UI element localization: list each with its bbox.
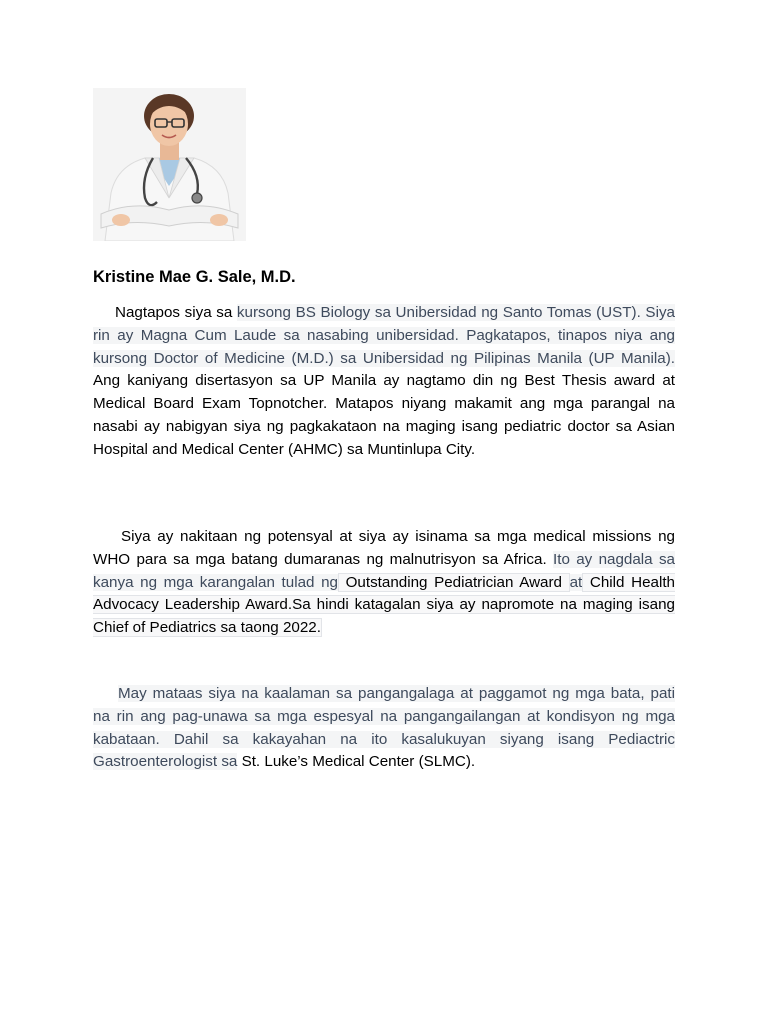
paragraph-missions — [93, 526, 675, 640]
paragraph-expertise — [93, 683, 675, 774]
paragraph-text: Siya ay nakitaan ng potensyal at siya ay isinama sa mga medical missions ng WHO para sa mga batang dumaranas ng malnutrisyon sa Africa. — [93, 528, 675, 568]
doctor-name: Kristine Mae G. Sale, M.D. — [93, 268, 296, 286]
paragraph-education — [93, 302, 675, 462]
highlighted-text: kursong BS Biology sa Unibersidad ng Santo Tomas (UST). Siya rin ay Magna Cum Laude sa nasabing unibersidad. Pagkatapos, tinapos niya ang kursong Doctor of Medicine (M.D.) sa Unibersidad ng Pilipinas Manila (UP Manila). — [93, 304, 675, 367]
highlighted-text: Ito ay nagdala sa kanya ng mga karangalan tulad ng — [93, 550, 675, 591]
award-text: Outstanding Pediatrician Award — [338, 573, 569, 591]
paragraph-text: Nagtapos siya sa — [115, 304, 237, 321]
highlighted-text: at — [569, 573, 583, 591]
award-text: Child Health Advocacy Leadership Award.Sa hindi katagalan siya ay napromote na maging isang Chief of Pediatrics sa taong 2022. — [93, 573, 676, 637]
highlighted-text: May mataas siya na kaalaman sa pangangalaga at paggamot ng mga bata, pati na rin ang pag-unawa sa mga espesyal na pangangailangan at kondisyon ng mga kabataan. Dahil sa kakayahan na ito kasalukuyan siyang isang Pediactric Gastroenterologist sa — [93, 685, 675, 771]
doctor-photo — [93, 88, 246, 241]
doctor-illustration — [93, 88, 246, 241]
paragraph-text: St. Luke’s Medical Center (SLMC). — [237, 753, 476, 771]
paragraph-text: Ang kaniyang disertasyon sa UP Manila ay nagtamo din ng Best Thesis award at Medical Board Exam Topnotcher. Matapos niyang makamit ang mga parangal na nasabi ay nabigyan siya ng pagkakataon na maging isang pediatric doctor sa Asian Hospital and Medical Center (AHMC) sa Muntinlupa City. — [93, 372, 675, 458]
